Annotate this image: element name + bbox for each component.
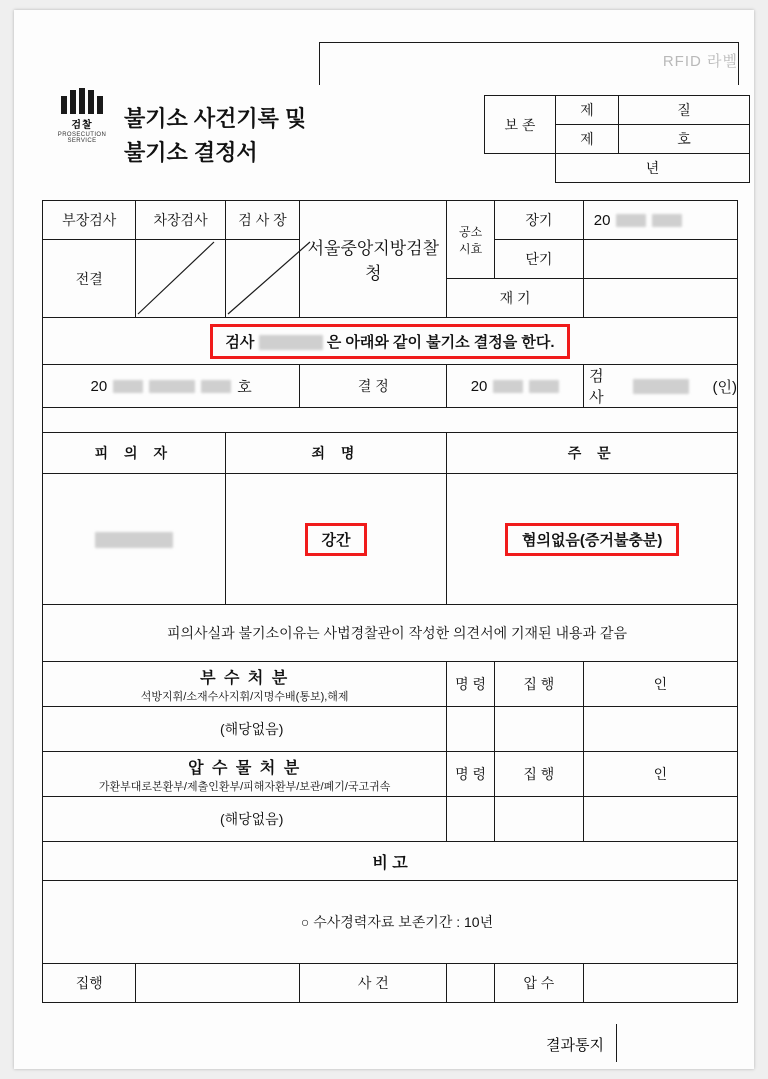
collateral-title-cell bbox=[43, 662, 447, 707]
statement-prefix: 검사 bbox=[225, 333, 255, 351]
collateral-order-cell bbox=[447, 707, 495, 752]
retrial-label: 재 기 bbox=[447, 279, 583, 318]
footer-case-label: 사 건 bbox=[300, 964, 447, 1003]
preservation-row1-left: 제 bbox=[556, 125, 619, 154]
redacted-prosecutor-name bbox=[259, 335, 323, 350]
preservation-year-label: 년 bbox=[556, 154, 750, 183]
statement-suffix: 은 아래와 같이 불기소 결정을 한다. bbox=[326, 333, 555, 351]
table-row-footer bbox=[43, 964, 738, 1003]
footer-divider bbox=[616, 1024, 617, 1062]
footer-notice-label: 결과통지 bbox=[546, 1037, 604, 1054]
redacted-value bbox=[529, 380, 559, 393]
crime-highlight: 강간 bbox=[305, 523, 368, 556]
logo-korean-text: 검찰 bbox=[71, 120, 93, 131]
table-row-suspect-headers bbox=[43, 433, 738, 474]
redacted-value bbox=[652, 214, 682, 227]
page-title-line1: 불기소 사건기록 및 bbox=[124, 106, 307, 131]
logo-english-text: PROSECUTION SERVICE bbox=[57, 132, 107, 144]
collateral-title: 부 수 처 분 bbox=[200, 669, 290, 687]
case-number-cell bbox=[43, 365, 300, 408]
seized-subtitle: 가환부대로본환부/제출인환부/피해자환부/보관/폐기/국고귀속 bbox=[98, 780, 391, 793]
logo-bars-icon bbox=[50, 88, 114, 114]
table-row-seized-header bbox=[43, 752, 738, 797]
office-name: 서울중앙지방검찰청 bbox=[300, 201, 447, 318]
table-row-officers bbox=[43, 201, 738, 240]
redacted-value bbox=[149, 380, 195, 393]
table-row-collateral-header bbox=[43, 662, 738, 707]
main-document-table bbox=[42, 200, 738, 1003]
retention-note: ○ 수사경력자료 보존기간 : 10년 bbox=[43, 881, 738, 964]
decision-label: 전결 bbox=[43, 240, 136, 318]
redacted-value bbox=[113, 380, 143, 393]
footer-seizure-label: 압 수 bbox=[494, 964, 583, 1003]
case-no-suffix: 호 bbox=[237, 378, 252, 396]
prosecution-logo bbox=[50, 88, 114, 144]
collateral-subtitle: 석방지휘/소재수사지휘/지명수배(통보),해제 bbox=[140, 690, 349, 703]
table-row bbox=[485, 96, 750, 125]
statute-label-line1: 공소 bbox=[459, 224, 483, 239]
redacted-prosecutor-name bbox=[633, 379, 689, 394]
preservation-table bbox=[484, 95, 750, 183]
table-row-remarks-title bbox=[43, 842, 738, 881]
table-row-seized-value bbox=[43, 797, 738, 842]
statute-long-value: 20 bbox=[583, 201, 737, 240]
table-row-suspect-values bbox=[43, 474, 738, 605]
seized-order-cell bbox=[447, 797, 495, 842]
page-title bbox=[124, 102, 306, 170]
decision-statement-cell bbox=[43, 318, 738, 365]
statute-short-value bbox=[583, 240, 737, 279]
collateral-col-2: 인 bbox=[583, 662, 737, 707]
retrial-value bbox=[583, 279, 737, 318]
redacted-suspect-name bbox=[95, 532, 173, 548]
seized-col-2: 인 bbox=[583, 752, 737, 797]
seized-value: (해당없음) bbox=[43, 797, 447, 842]
table-row-spacer bbox=[43, 408, 738, 433]
disposition-value-cell bbox=[447, 474, 738, 605]
table-row-remarks-body bbox=[43, 881, 738, 964]
redacted-value bbox=[493, 380, 523, 393]
case-no-prefix: 20 bbox=[90, 377, 108, 395]
seized-col-0: 명 령 bbox=[447, 752, 495, 797]
rfid-label-text: RFID 라벨 bbox=[662, 53, 738, 70]
officer-header-2: 검 사 장 bbox=[225, 201, 300, 240]
table-row-collateral-value bbox=[43, 707, 738, 752]
remarks-title: 비 고 bbox=[43, 842, 738, 881]
officer-header-1: 차장검사 bbox=[136, 201, 225, 240]
crime-header: 죄 명 bbox=[225, 433, 447, 474]
footer-notice-group bbox=[538, 1024, 738, 1062]
collateral-exec-cell bbox=[494, 707, 583, 752]
preservation-row0-left: 제 bbox=[556, 96, 619, 125]
decision-date-cell: 20 bbox=[447, 365, 583, 408]
collateral-seal-cell bbox=[583, 707, 737, 752]
prosecutor-signature-cell: 검사 (인) bbox=[583, 365, 737, 408]
preservation-row1-right: 호 bbox=[619, 125, 750, 154]
signature-cell-diagonal bbox=[136, 240, 225, 318]
seized-col-1: 집 행 bbox=[494, 752, 583, 797]
statute-long-label: 장기 bbox=[494, 201, 583, 240]
disposition-header: 주 문 bbox=[447, 433, 738, 474]
suspect-name-cell bbox=[43, 474, 226, 605]
statute-short-label: 단기 bbox=[494, 240, 583, 279]
suspect-header: 피 의 자 bbox=[43, 433, 226, 474]
decision-statement-highlight bbox=[210, 324, 569, 359]
statute-label-line2: 시효 bbox=[459, 241, 483, 256]
footer-seizure-value bbox=[583, 964, 737, 1003]
table-row-statement bbox=[43, 318, 738, 365]
seized-seal-cell bbox=[583, 797, 737, 842]
crime-value-cell bbox=[225, 474, 447, 605]
officer-header-0: 부장검사 bbox=[43, 201, 136, 240]
decision-date-label: 결 정 bbox=[300, 365, 447, 408]
table-row bbox=[485, 154, 750, 183]
table-row-facts bbox=[43, 605, 738, 662]
preservation-label: 보 존 bbox=[485, 96, 556, 154]
collateral-col-1: 집 행 bbox=[494, 662, 583, 707]
document-sheet bbox=[14, 10, 754, 1069]
table-row-caseline bbox=[43, 365, 738, 408]
preservation-row0-right: 질 bbox=[619, 96, 750, 125]
page-title-line2: 불기소 결정서 bbox=[124, 140, 258, 166]
spacer-cell bbox=[43, 408, 738, 433]
facts-note: 피의사실과 불기소이유는 사법경찰관이 작성한 의견서에 기재된 내용과 같음 bbox=[43, 605, 738, 662]
footer-exec-label: 집행 bbox=[43, 964, 136, 1003]
signature-cell-diagonal-2 bbox=[225, 240, 300, 318]
seized-exec-cell bbox=[494, 797, 583, 842]
redacted-value bbox=[201, 380, 231, 393]
statute-label bbox=[447, 201, 495, 279]
footer-case-value bbox=[447, 964, 495, 1003]
redacted-value bbox=[616, 214, 646, 227]
disposition-highlight: 혐의없음(증거불충분) bbox=[505, 523, 679, 556]
collateral-value: (해당없음) bbox=[43, 707, 447, 752]
collateral-col-0: 명 령 bbox=[447, 662, 495, 707]
seized-title: 압 수 물 처 분 bbox=[188, 759, 302, 777]
footer-exec-value bbox=[136, 964, 300, 1003]
seized-title-cell bbox=[43, 752, 447, 797]
